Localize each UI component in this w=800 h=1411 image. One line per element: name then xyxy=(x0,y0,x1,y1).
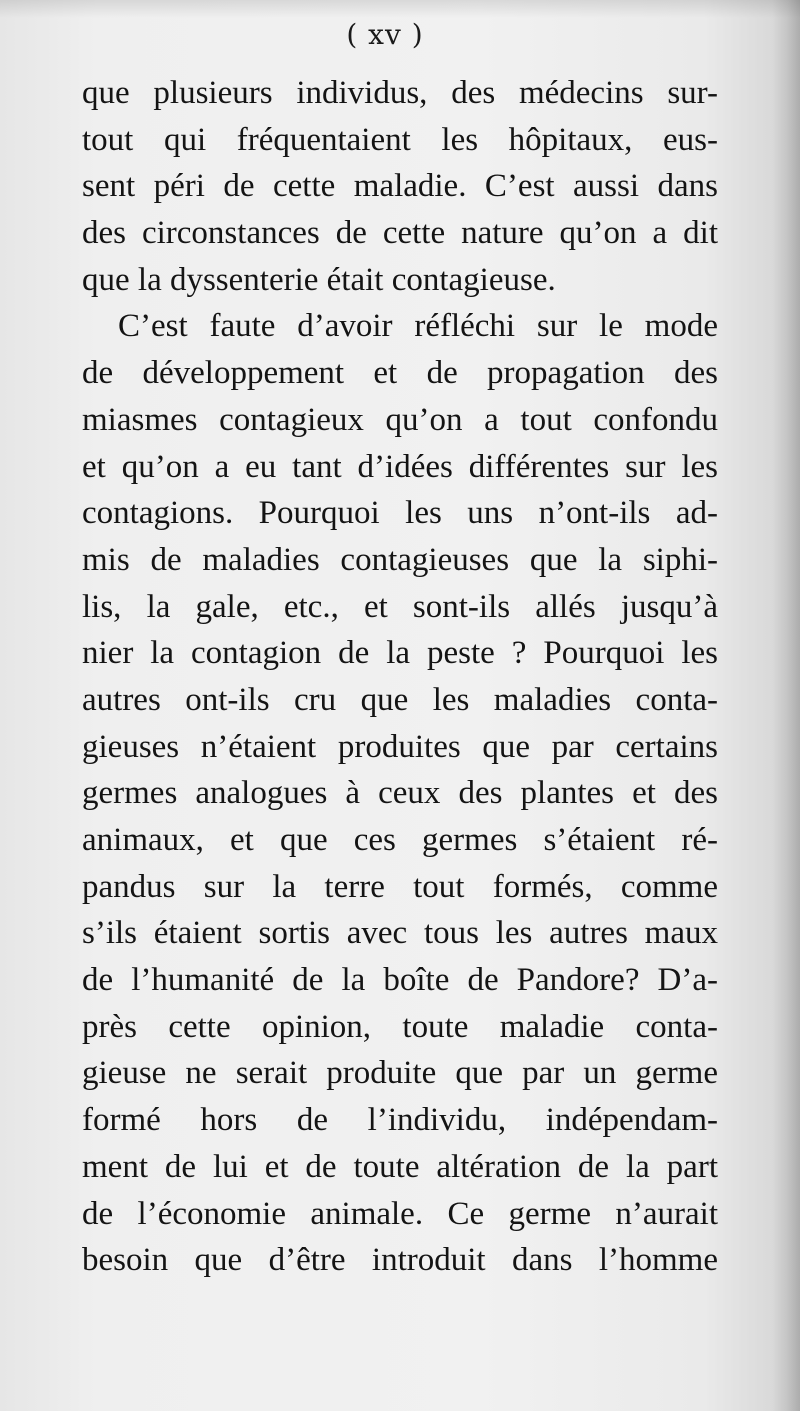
body-text xyxy=(82,70,718,1284)
text-line: besoin que d’être introduit dans l’homme xyxy=(82,1242,718,1279)
text-line: contagions. Pourquoi les uns n’ont-ils ad- xyxy=(82,495,718,532)
text-line: près cette opinion, toute maladie conta- xyxy=(82,1008,718,1045)
text-line: de l’économie animale. Ce germe n’aurait xyxy=(82,1195,718,1232)
text-line: des circonstances de cette nature qu’on a dit xyxy=(82,215,718,252)
text-line: pandus sur la terre tout formés, comme xyxy=(82,868,718,905)
text-line: que plusieurs individus, des médecins sur- xyxy=(82,75,718,111)
text-line: de l’humanité de la boîte de Pandore? D’a- xyxy=(82,962,718,999)
text-line: mis de maladies contagieuses que la siphi- xyxy=(82,541,718,578)
text-line: gieuses n’étaient produites que par certains xyxy=(82,728,718,765)
text-line: de développement et de propagation des xyxy=(82,355,718,392)
text-line: gieuse ne serait produite que par un germe xyxy=(82,1055,718,1092)
text-line: C’est faute d’avoir réfléchi sur le mode xyxy=(118,308,718,345)
text-line: sent péri de cette maladie. C’est aussi dans xyxy=(82,168,718,205)
text-line: tout qui fréquentaient les hôpitaux, eus- xyxy=(82,121,718,158)
text-line: et qu’on a eu tant d’idées différentes sur les xyxy=(82,448,718,485)
page-number: ( xv ) xyxy=(346,18,424,51)
text-line: animaux, et que ces germes s’étaient ré- xyxy=(82,822,718,858)
page-edge-shadow xyxy=(772,0,800,1411)
text-line: ment de lui et de toute altération de la part xyxy=(82,1148,718,1185)
text-line: lis, la gale, etc., et sont-ils allés jusqu’à xyxy=(82,588,718,625)
text-line: que la dyssenterie était contagieuse. xyxy=(82,261,556,298)
text-line: miasmes contagieux qu’on a tout confondu xyxy=(82,401,718,438)
top-shadow xyxy=(0,0,800,18)
text-line: germes analogues à ceux des plantes et des xyxy=(82,775,718,812)
text-line: formé hors de l’individu, indépendam- xyxy=(82,1102,718,1139)
text-line: autres ont-ils cru que les maladies conta- xyxy=(82,681,718,718)
text-line: nier la contagion de la peste ? Pourquoi les xyxy=(82,635,718,672)
text-line: s’ils étaient sortis avec tous les autres maux xyxy=(82,915,718,952)
